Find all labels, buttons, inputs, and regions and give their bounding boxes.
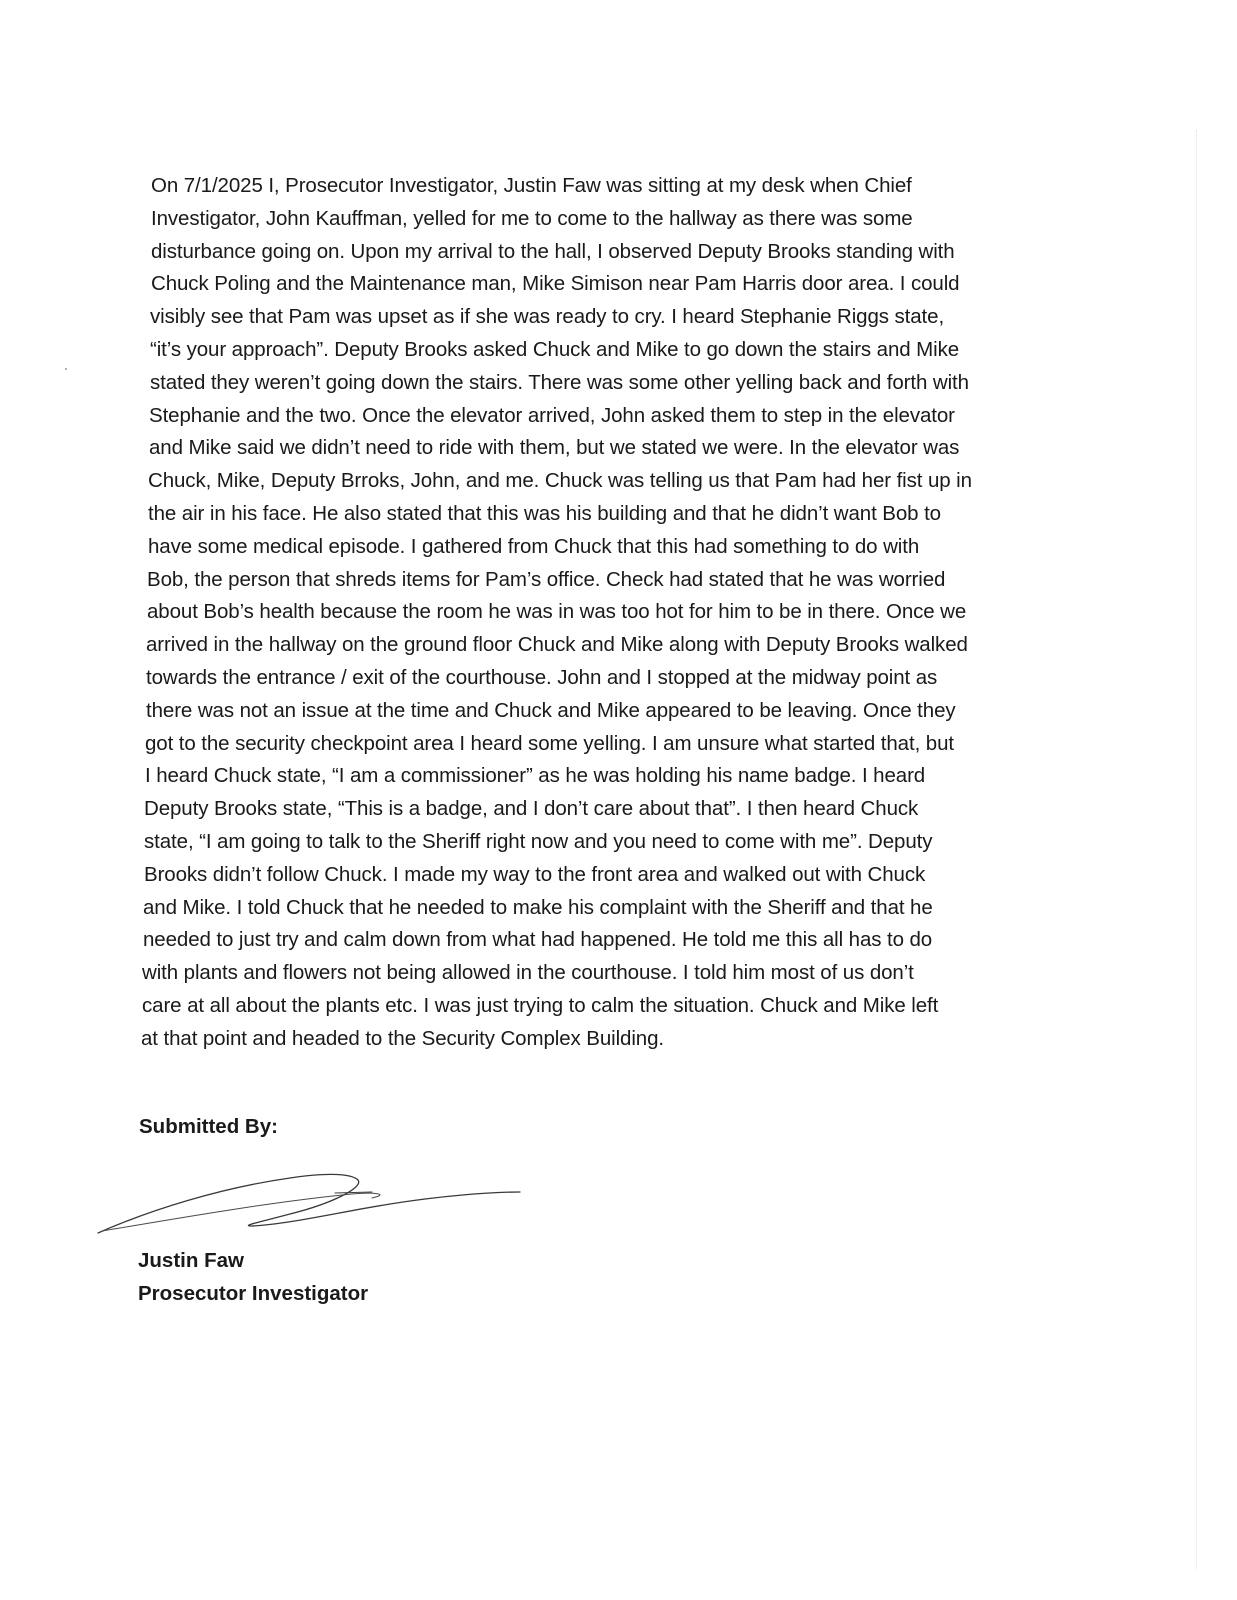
statement-line: the air in his face. He also stated that this was his building and that he didn’t want Bob to bbox=[148, 501, 941, 525]
signer-name: Justin Faw bbox=[138, 1249, 244, 1272]
statement-line: towards the entrance / exit of the courthouse. John and I stopped at the midway point as bbox=[146, 665, 938, 689]
statement-line: and Mike said we didn’t need to ride with them, but we stated we were. In the elevator was bbox=[149, 436, 960, 460]
statement-line: visibly see that Pam was upset as if she was ready to cry. I heard Stephanie Riggs state, bbox=[150, 305, 945, 329]
handwritten-signature bbox=[90, 1158, 530, 1244]
statement-line: needed to just try and calm down from what had happened. He told me this all has to do bbox=[143, 928, 933, 952]
statement-line: got to the security checkpoint area I heard some yelling. I am unsure what started that, but bbox=[145, 731, 954, 755]
statement-line: at that point and headed to the Security Complex Building. bbox=[141, 1026, 664, 1050]
signer-title: Prosecutor Investigator bbox=[138, 1281, 369, 1305]
statement-line: and Mike. I told Chuck that he needed to make his complaint with the Sheriff and that he bbox=[143, 895, 933, 919]
statement-line: Bob, the person that shreds items for Pam’s office. Check had stated that he was worried bbox=[147, 567, 946, 591]
statement-body bbox=[140, 170, 1050, 1056]
statement-line: Chuck Poling and the Maintenance man, Mike Simison near Pam Harris door area. I could bbox=[151, 272, 960, 296]
statement-line: care at all about the plants etc. I was just trying to calm the situation. Chuck and Mike left bbox=[142, 993, 939, 1017]
statement-line: Chuck, Mike, Deputy Brroks, John, and me. Chuck was telling us that Pam had her fist up in bbox=[148, 469, 972, 493]
statement-line: Deputy Brooks state, “This is a badge, and I don’t care about that”. I then heard Chuck bbox=[144, 797, 919, 821]
statement-line: there was not an issue at the time and Chuck and Mike appeared to be leaving. Once they bbox=[146, 698, 956, 722]
statement-line: Investigator, John Kauffman, yelled for me to come to the hallway as there was some bbox=[151, 206, 913, 230]
scan-edge-artifact bbox=[1195, 130, 1197, 1570]
statement-line: “it’s your approach”. Deputy Brooks asked Chuck and Mike to go down the stairs and Mike bbox=[150, 337, 960, 361]
statement-line: I heard Chuck state, “I am a commissioner” as he was holding his name badge. I heard bbox=[145, 764, 926, 788]
submitted-by-label: Submitted By: bbox=[139, 1115, 278, 1138]
signer-block bbox=[138, 1245, 368, 1311]
statement-line: disturbance going on. Upon my arrival to the hall, I observed Deputy Brooks standing with bbox=[151, 239, 955, 263]
statement-line: about Bob’s health because the room he was in was too hot for him to be in there. Once we bbox=[147, 600, 967, 624]
statement-line: have some medical episode. I gathered from Chuck that this had something to do with bbox=[148, 534, 920, 558]
statement-line: arrived in the hallway on the ground floor Chuck and Mike along with Deputy Brooks walked bbox=[146, 633, 968, 657]
statement-line: state, “I am going to talk to the Sheriff right now and you need to come with me”. Deputy bbox=[144, 829, 933, 853]
statement-line: On 7/1/2025 I, Prosecutor Investigator, Justin Faw was sitting at my desk when Chief bbox=[151, 174, 912, 197]
statement-line: with plants and flowers not being allowed in the courthouse. I told him most of us don’t bbox=[142, 961, 914, 985]
statement-line: Stephanie and the two. Once the elevator arrived, John asked them to step in the elevator bbox=[149, 403, 955, 427]
statement-line: stated they weren’t going down the stairs. There was some other yelling back and forth with bbox=[150, 370, 969, 394]
statement-line: Brooks didn’t follow Chuck. I made my way to the front area and walked out with Chuck bbox=[144, 862, 926, 886]
scan-speck bbox=[65, 368, 67, 370]
